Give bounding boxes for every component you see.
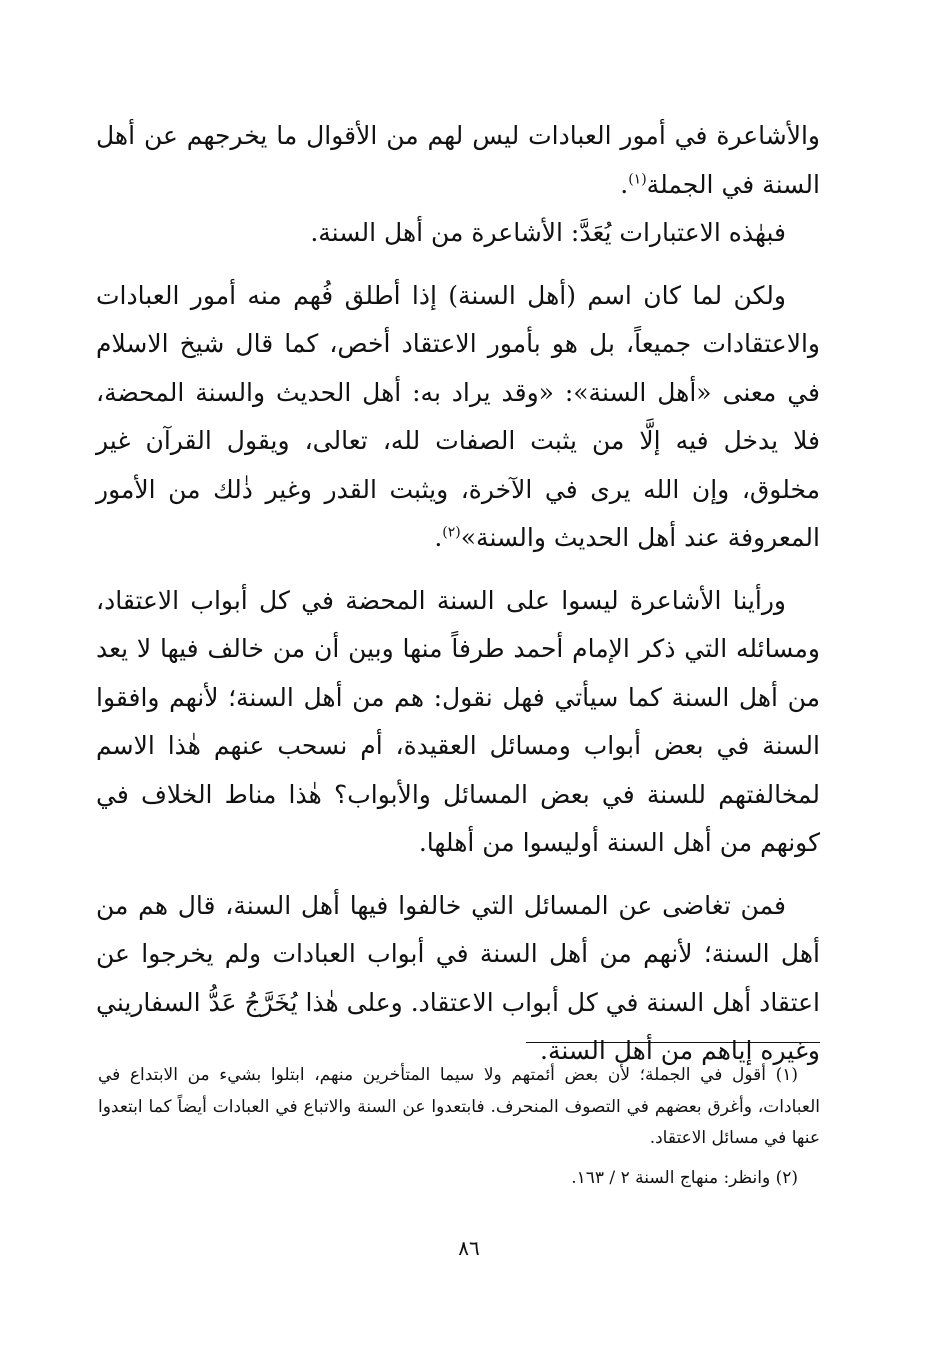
footnote-separator (526, 1042, 820, 1043)
paragraph-1-tail: . (620, 169, 629, 199)
paragraph-2-text: فبهٰذه الاعتبارات يُعَدَّ: الأشاعرة من أهل السنة. (310, 218, 786, 247)
paragraph-1 (96, 112, 820, 209)
paragraph-2 (96, 209, 820, 258)
paragraph-3-tail: . (434, 523, 443, 552)
paragraph-5 (96, 882, 820, 1076)
page-number: ٨٦ (458, 1236, 480, 1260)
paragraph-4 (96, 577, 820, 868)
footnote-1: (١) أقول في الجملة؛ لأن بعض أئمتهم ولا سيما المتأخرين منهم، ابتلوا بشيء من الابتداع في العبادات، وأغرق بعضهم في التصوف المنحرف. فابتعدوا عن السنة والاتباع في العبادات أيضاً كما ابتعدوا عنها في مسائل الاعتقاد. (98, 1065, 820, 1148)
paragraph-1-text: والأشاعرة في أمور العبادات ليس لهم من الأقوال ما يخرجهم عن أهل السنة في الجملة (96, 121, 820, 199)
footnote-ref-1[interactable]: (١) (628, 171, 647, 188)
paragraph-5-text: فمن تغاضى عن المسائل التي خالفوا فيها أهل السنة، قال هم من أهل السنة؛ لأنهم من أهل السنة في أبواب العبادات ولم يخرجوا عن اعتقاد أهل السنة في كل أبواب الاعتقاد. وعلى هٰذا يُخَرَّجُ عَدُّ السفاريني وغيره إياهم من أهل السنة. (96, 890, 820, 1065)
footnote-2: (٢) وانظر: منهاج السنة ٢ / ١٦٣. (571, 1167, 798, 1188)
paragraph-4-text: ورأينا الأشاعرة ليسوا على السنة المحضة في كل أبواب الاعتقاد، ومسائله التي ذكر الإمام أحمد طرفاً منها وبين أن من خالف فيها لا يعد من أهل السنة كما سيأتي فهل نقول: هم من أهل السنة؛ لأنهم وافقوا السنة في بعض أبواب ومسائل العقيدة، أم نسحب عنهم هٰذا الاسم لمخالفتهم للسنة في بعض المسائل والأبواب؟ هٰذا مناط الخلاف في كونهم من أهل السنة أوليسوا من أهلها. (96, 585, 820, 857)
footnotes (98, 1060, 820, 1194)
paragraph-3 (96, 272, 820, 563)
main-text (96, 112, 820, 1076)
footnote-ref-2[interactable]: (٢) (442, 524, 461, 541)
paragraph-3-text: ولكن لما كان اسم (أهل السنة) إذا أطلق فُهم منه أمور العبادات والاعتقادات جميعاً، بل هو بأمور الاعتقاد أخص، كما قال شيخ الاسلام في معنى «أهل السنة»: «وقد يراد به: أهل الحديث والسنة المحضة، فلا يدخل فيه إلَّا من يثبت الصفات لله، تعالى، ويقول القرآن غير مخلوق، وإن الله يرى في الآخرة، ويثبت القدر وغير ذٰلك من الأمور المعروفة عند أهل الحديث والسنة» (96, 280, 820, 552)
